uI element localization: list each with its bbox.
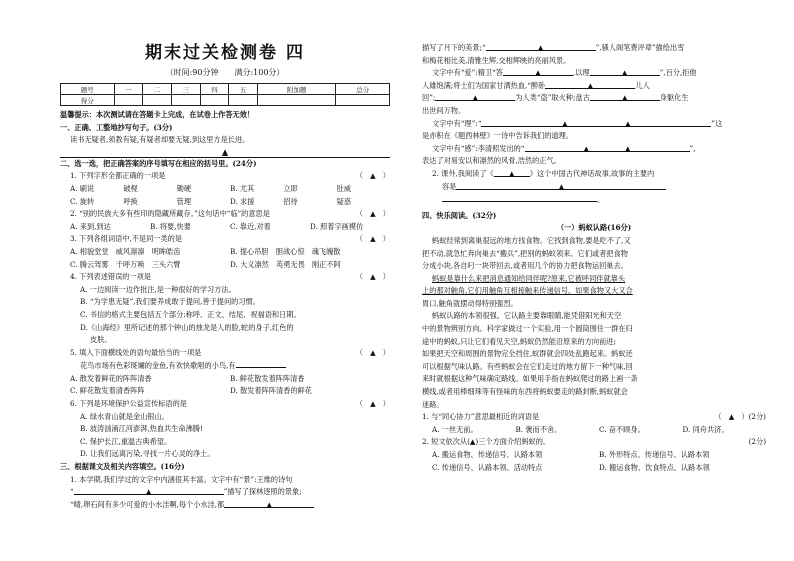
s3-q1-line-1: 1. 本学期,我们学过的文字中内涵很其丰富。文字中有“景”:王维的诗句	[70, 474, 293, 484]
q5-text: 花鸟市场有色彩斑斓的金鱼,有欢快歌唱的小鸟,有	[60, 359, 390, 373]
q5-options-row-1: A. 散发着鲜花的阵阵清香 B. 鲜花散发着阵阵清香	[70, 373, 305, 383]
passage-line: 横线,或者用棒细珠等有怪味的东西将蚂蚁要走的路封断,蚂蚁就会	[422, 387, 628, 397]
r-line-4: 人雄饱满;将士们为国家甘洒热血,“醉卧 ▲ 儿人	[422, 80, 650, 90]
fill-blank[interactable]: ▲	[486, 42, 596, 51]
left-column	[60, 0, 390, 561]
passage-line: 蚂蚁是靠什么来把消息通知给同伴呢?原来,它被呼同伴就靠头	[432, 273, 626, 283]
fill-blank[interactable]: ▲	[503, 67, 573, 76]
r-line-3: 文字中有“爱”:精卫“答 ▲ ,以理 ▲ ”,百分,拒他	[432, 68, 697, 78]
tip-text: 温馨提示：本次测试请在答题卡上完成，在试卷上作答无效！	[60, 110, 255, 119]
passage-line: 迷路。	[422, 399, 444, 409]
score-cell[interactable]	[171, 95, 200, 106]
passage-line: 胃口,触角就摆动得特别强烈。	[422, 298, 518, 308]
passage-line: 途中的蚂蚁,只让它们看见天空,蚂蚁仍然能沿原来的方向前进;	[422, 336, 616, 346]
question-2: 2. “别的民族大多有些印的隐藏所藏存。”这句话中“临”的意思是 （ ▲ ）	[60, 208, 390, 221]
q6-option: B. 波涛汹涌江河澎湃,热血共生命沸腾!	[80, 424, 203, 434]
fill-blank[interactable]: ▲	[590, 67, 660, 76]
question-3: 3. 下列各组词语中,不是同一类的是 （ ▲ ）	[60, 233, 390, 246]
q6-option: C. 保护长江,重温古典希望。	[80, 436, 172, 446]
reading-question-1: 1. 与“同心协力”意思最相近的词语是 （ ▲ ）(2分)	[422, 411, 766, 424]
section-1-heading: 一、正确、工整地抄写句子。(3分)	[60, 122, 173, 132]
q5-options-row-2: C. 鲜花散发着清香阵阵 D. 散发着阵阵清香的鲜花	[70, 386, 312, 396]
answer-mark[interactable]: ▲	[469, 437, 476, 447]
fill-blank[interactable]: ▲	[74, 486, 224, 495]
fill-blank[interactable]: ▲	[494, 168, 530, 177]
passage-line: 上的那对触角,它们用触角互相接触来传递信号。如果食物又大又合	[422, 286, 633, 296]
passage-line: 中的景物辨别方向。科学家做过一个实验,用一个圆筒围住一群在归	[422, 324, 633, 334]
q4-option: D.《山海经》里所记述的那个钟山的烛龙是人的脸,蛇的身子,红色的	[80, 322, 294, 332]
q2-options: A. 来到,到达 B. 将要,快要 C. 靠近,对着 D. 照着字画模仿	[70, 221, 364, 231]
fill-blank[interactable]: ▲ ▲	[481, 118, 711, 127]
r-line-13: 。	[422, 193, 766, 207]
r-line-11: 2. 课外,我阅读了《 ▲ 》这个中国古代神话故事,故事的主要内	[432, 168, 655, 178]
q3-options-row-2: C. 腾云驾雾 千呼万唤 三头六臂 D. 大义凛然 英勇无畏 刚正不阿	[70, 259, 341, 269]
score-row-label: 得分	[61, 95, 115, 106]
fill-blank[interactable]: ▲	[435, 92, 515, 101]
s3-q1-line-3: “晴,卵石间有多少可爱的小水洼啊,每个小水洼,都 ▲	[60, 499, 390, 512]
answer-bracket[interactable]: （ ▲ ）(2分)	[714, 412, 766, 422]
score-header-cell: 总分	[336, 84, 390, 95]
score-header-cell: 题号	[61, 84, 115, 95]
answer-bracket[interactable]: （ ▲ ）	[355, 272, 390, 282]
score-header-cell: 五	[229, 84, 258, 95]
r-line-1: 描写了月下的美景;“ ▲ ”,骚人阁笔费评章”描绘出雪	[422, 43, 685, 52]
q4-option: 皮肤。	[90, 335, 112, 345]
score-header-cell: 三	[171, 84, 200, 95]
question-1: 1. 下列字形全都正确的一项是 （ ▲ ）	[60, 170, 390, 183]
passage-line: 把不动,就急忙奔向巢去“搬兵”,把别的蚂蚁领来。它们或者把食物	[422, 248, 628, 258]
r-line-8: 是亦积在《题西林壁》一诗中告诉我们的道理。	[422, 131, 573, 141]
q4-option: B. “为学患无疑”,我们要养成敢于提问,善于提问的习惯。	[80, 297, 260, 307]
q4-option: C. 书信的格式主要包括五个部分:称呼、正文、结尾、祝福语和日期。	[80, 309, 301, 319]
answer-bracket[interactable]: （ ▲ ）	[355, 171, 390, 181]
score-cell[interactable]	[336, 95, 390, 106]
section-3-heading: 三、根据课文及相关内容填空。(16分)	[60, 462, 185, 472]
fill-blank[interactable]: ▲	[456, 181, 666, 190]
score-cell[interactable]	[114, 95, 143, 106]
q1-options-row-1: A. 刷说 破枧 锄硬 B. 尤其 立即 肚威	[70, 183, 352, 193]
passage-line: 分成小块,各自叼一块带回去,或者用几个的协力把食物运回巢去。	[422, 261, 628, 271]
right-column	[422, 0, 766, 561]
reading-question-2: 2. 短文依次从(▲)三个方面介绍蚂蚁的。 (2分)	[422, 437, 766, 447]
fill-blank[interactable]: ▲	[590, 92, 660, 101]
q3-options-row-1: A. 相貌堂堂 威风凛凛 明眸皓齿 B. 提心吊胆 胆战心惊 魂飞魄散	[70, 246, 341, 256]
passage-title: （一）蚂蚁认路(16分)	[556, 223, 632, 233]
q6-option: D. 让我们远离污染,寻找一片心灵的净土。	[80, 449, 215, 459]
score-cell[interactable]	[229, 95, 258, 106]
score-header-row	[61, 84, 390, 95]
passage-line: 来时就根据这种气味确定路线。如果用手指在蚂蚁爬过的路上画一条	[422, 374, 638, 384]
rq1-options: A. 一丝无前。 B. 褒而不舍。 C. 奋不顾身。 D. 同舟共济。	[432, 424, 729, 434]
copy-sentence: 读书无疑者,须教有疑,有疑者却要无疑,到这里方是长进。	[70, 135, 250, 145]
r-line-10: 表达了对易安以和凛然的风骨,浩然的正气。	[422, 156, 561, 166]
rq2-options-row-2: C. 传递信号、认路本领、活动特点 D. 搬运食物、饮食特点、认路本领	[432, 462, 710, 472]
fill-blank[interactable]: ▲	[224, 499, 314, 508]
section-2-heading: 二、选一选，把正确答案的序号填写在相应的括号里。(24分)	[60, 158, 257, 168]
passage-line: 如果把天空和周围的景物完全挡住,蚁群就会四处乱跑起来。蚂蚁还	[422, 349, 633, 359]
score-cell[interactable]	[257, 95, 335, 106]
r-line-5: 回”; ▲ 为人类“盗”取火种;盘古 ▲ 身躯化生	[422, 93, 689, 103]
answer-bracket[interactable]: （ ▲ ）	[355, 399, 390, 409]
score-header-cell: 一	[114, 84, 143, 95]
score-cell[interactable]	[143, 95, 172, 106]
r-line-2: 和梅花相比美,清雅生辉,交相辉映的亮丽风景。	[422, 55, 571, 65]
copy-answer-line[interactable]	[60, 147, 390, 158]
fill-blank[interactable]: ▲ ▲	[525, 143, 690, 152]
fill-blank[interactable]	[442, 193, 597, 202]
score-value-row	[61, 95, 390, 106]
section-4-heading: 四、快乐阅读。(32分)	[422, 210, 497, 220]
answer-mark: ▲	[222, 146, 228, 156]
passage-line: 蚂蚁认路的本领很强。它认路主要靠眼睛,能凭借阳光和天空	[432, 311, 622, 321]
answer-bracket[interactable]: （ ▲ ）	[355, 347, 390, 357]
r-line-12: 容是 ▲	[422, 181, 766, 194]
r-line-7: 文字中有“理”:“ ▲ ▲ ”这	[432, 118, 723, 128]
passage-line: 可以根据气味认路。有些蚂蚁会在它们走过的地方留下一种气味,回	[422, 361, 633, 371]
passage-line: 蚂蚁经常到离巢很远的地方找食物。它找到食物,要是吃不了,又	[432, 235, 631, 245]
s3-q1-line-2: “ ▲ ”描写了探林逐照的景象;	[70, 487, 302, 497]
q1-options-row-2: C. 旋转 呼换 管理 D. 求援 招待 疑惑	[70, 196, 352, 206]
rq2-options-row-1: A. 搬运食物、传递信号、认路本领 B. 外形特点、传递信号、认路本领	[432, 450, 710, 459]
score-table	[60, 83, 390, 106]
r-line-9: 文字中有“感”:李清照发出的“ ▲ ▲ ”,	[432, 143, 696, 153]
score-header-cell: 四	[200, 84, 229, 95]
question-4: 4. 下列表述错误的一项是 （ ▲ ）	[60, 271, 390, 284]
question-5: 5. 填入下面横线处的语句最恰当的一项是 （ ▲ ）	[60, 347, 390, 360]
exam-title: 期末过关检测卷 四	[145, 43, 305, 63]
exam-subtitle: （时间:90分钟 满分:100分）	[165, 68, 285, 77]
answer-bracket[interactable]: （ ▲ ）	[355, 209, 390, 219]
score-header-cell: 附加题	[257, 84, 335, 95]
score-header-cell: 二	[143, 84, 172, 95]
q6-option: A. 绿水青山就是金山银山。	[80, 411, 169, 421]
r-line-6: 出世间万物。	[422, 105, 466, 115]
q4-option: A. 一边阅读一边作批注,是一种很好的学习方法。	[80, 284, 236, 294]
score-cell[interactable]	[200, 95, 229, 106]
answer-bracket[interactable]: （ ▲ ）	[355, 234, 390, 244]
question-6: 6. 下列是环境保护公益宣传标语的是 （ ▲ ）	[60, 398, 390, 411]
fill-blank[interactable]: ▲	[545, 80, 635, 89]
